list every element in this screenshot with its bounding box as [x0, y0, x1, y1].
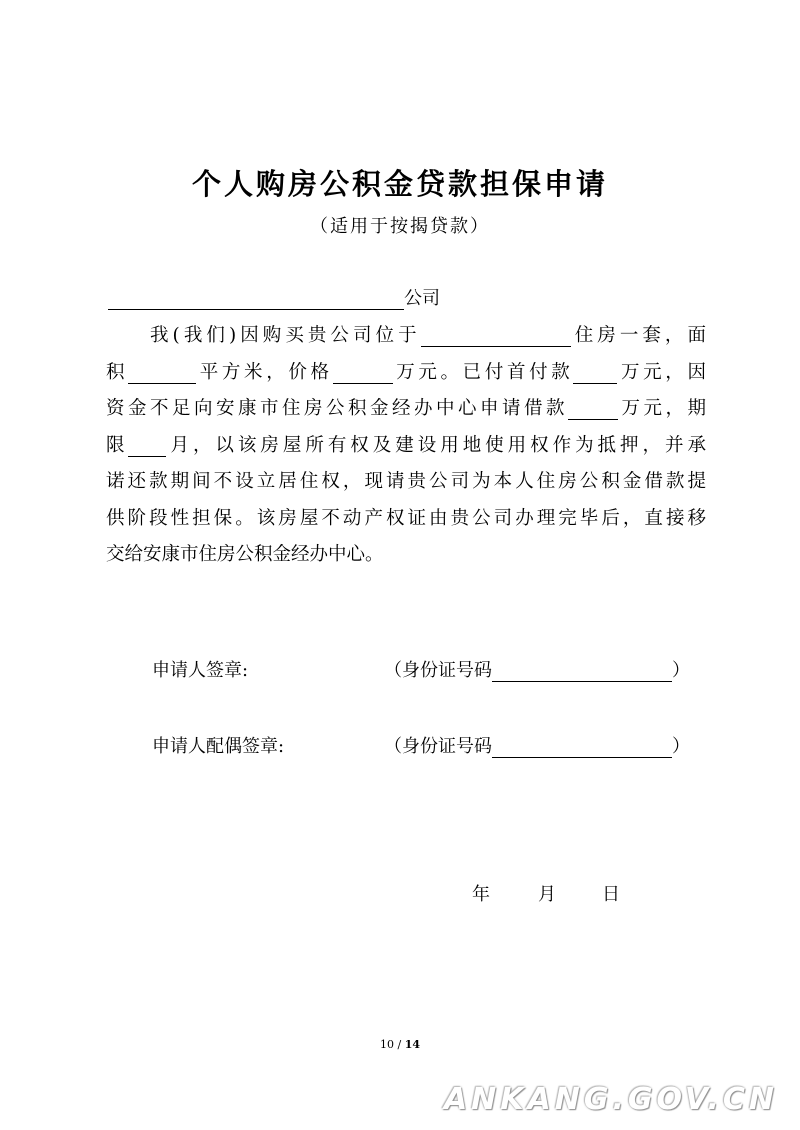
page-number	[0, 1038, 800, 1051]
body-line-4	[106, 428, 706, 465]
company-line	[108, 284, 440, 310]
id-suffix: ）	[672, 736, 690, 757]
area-blank[interactable]	[128, 361, 196, 384]
applicant-id-line	[384, 656, 690, 682]
body-text-segment: 万元。已付首付款	[392, 361, 574, 383]
document-subtitle: （适用于按揭贷款）	[310, 216, 490, 237]
site-watermark: ANKANG.GOV.CN	[443, 1082, 778, 1117]
down-payment-blank[interactable]	[573, 361, 617, 384]
body-text-segment: 万元，因	[617, 361, 706, 383]
company-name-blank[interactable]	[108, 289, 404, 310]
page-total: 14	[404, 1038, 420, 1051]
applicant-id-blank[interactable]	[492, 661, 672, 682]
id-suffix: ）	[672, 660, 690, 681]
price-blank[interactable]	[333, 361, 393, 384]
page-separator: /	[393, 1038, 405, 1051]
body-line-6: 供阶段性担保。该房屋不动产权证由贵公司办理完毕后，直接移	[106, 507, 706, 529]
house-location-blank[interactable]	[421, 324, 571, 347]
company-suffix: 公司	[404, 288, 440, 309]
body-line-1	[106, 318, 706, 355]
loan-term-blank[interactable]	[128, 434, 166, 457]
body-line-7: 交给安康市住房公积金经办中心。	[106, 544, 384, 565]
body-line-2	[106, 355, 706, 392]
id-prefix: （身份证号码	[384, 660, 492, 681]
id-prefix: （身份证号码	[384, 736, 492, 757]
document-title: 个人购房公积金贷款担保申请	[191, 167, 608, 201]
body-text-segment: 我(我们)因购买贵公司位于	[150, 325, 421, 346]
applicant-signature-label: 申请人签章:	[152, 660, 249, 681]
body-text-segment: 平方米，价格	[196, 361, 333, 383]
application-body	[106, 318, 706, 574]
spouse-signature-label: 申请人配偶签章:	[152, 736, 285, 757]
body-text-segment: 资金不足向安康市住房公积金经办中心申请借款	[106, 398, 568, 419]
spouse-id-line	[384, 732, 690, 758]
date-month: 月	[538, 884, 556, 905]
page-current: 10	[379, 1038, 394, 1051]
body-text-segment: 月，以该房屋所有权及建设用地使用权作为抵押，并承	[166, 434, 706, 456]
date-year: 年	[472, 884, 490, 905]
body-text-segment: 限	[106, 434, 129, 456]
body-line-5: 诺还款期间不设立居住权，现请贵公司为本人住房公积金借款提	[106, 471, 706, 492]
body-text-segment: 积	[106, 361, 129, 383]
body-text-segment: 万元，期	[617, 398, 706, 419]
spouse-id-blank[interactable]	[492, 737, 672, 758]
date-day: 日	[602, 884, 620, 905]
body-text-segment: 住房一套，面	[570, 325, 706, 346]
body-line-3	[106, 391, 706, 428]
loan-amount-blank[interactable]	[568, 397, 618, 420]
